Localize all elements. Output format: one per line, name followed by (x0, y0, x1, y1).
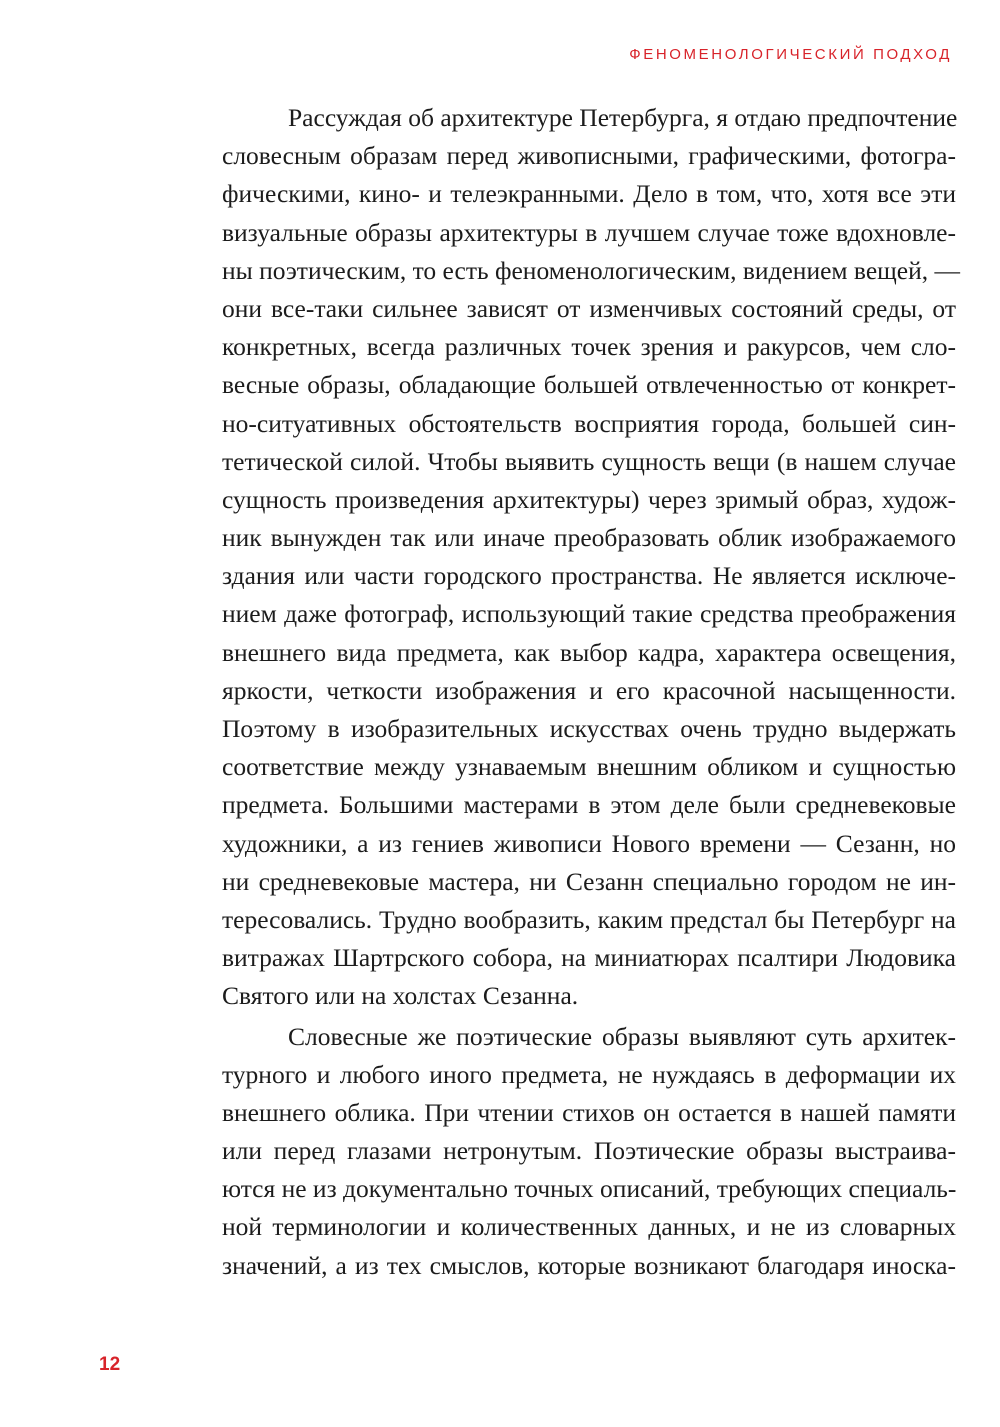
text-line: Рассуждая об архитектуре Петербурга, я отдаю предпочтение (288, 103, 958, 132)
text-line: витражах Шартрского собора, на миниатюрах псалтири Людовика (222, 943, 956, 973)
text-line: Словесные же поэтические образы выявляют суть архитек- (288, 1021, 956, 1051)
text-line: тересовались. Трудно вообразить, каким предстал бы Петербург на (222, 904, 956, 934)
text-line: внешнего облика. При чтении стихов он остается в нашей памяти (222, 1097, 956, 1127)
text-line: ни средневековые мастера, ни Сезанн специально городом не ин- (222, 866, 956, 896)
text-line: визуальные образы архитектуры в лучшем случае тоже вдохновле- (222, 217, 956, 247)
text-line: конкретных, всегда различных точек зрения и ракурсов, чем сло- (222, 332, 956, 362)
text-line: ются не из документально точных описаний, требующих специаль- (222, 1174, 957, 1204)
text-line: словесным образам перед живописными, графическими, фотогра- (222, 141, 956, 171)
text-line: турного и любого иного предмета, не нуждаясь в деформации их (222, 1059, 956, 1089)
text-line: весные образы, обладающие большей отвлеченностью от конкрет- (222, 370, 956, 400)
text-line: Поэтому в изобразительных искусствах очень трудно выдержать (222, 714, 956, 743)
text-line: нием даже фотограф, использующий такие средства преображения (222, 599, 956, 629)
text-line: Святого или на холстах Сезанна. (222, 981, 579, 1011)
text-line: художники, а из гениев живописи Нового времени — Сезанн, но (222, 828, 956, 858)
text-line: но-ситуативных обстоятельств восприятия города, большей син- (222, 408, 956, 438)
text-line: они все-таки сильнее зависят от изменчивых состояний среды, от (222, 293, 956, 323)
text-line: здания или части городского пространства. Не является исключе- (222, 561, 956, 591)
running-head: ФЕНОМЕНОЛОГИЧЕСКИЙ ПОДХОД (629, 46, 952, 63)
text-line: ник вынужден так или иначе преобразовать облик изображаемого (222, 523, 956, 553)
text-line: тетической силой. Чтобы выявить сущность вещи (в нашем случае (222, 446, 956, 476)
text-line: ны поэтическим, то есть феноменологическим, видением вещей, — (222, 255, 960, 285)
text-line: или перед глазами нетронутым. Поэтические образы выстраива- (222, 1136, 956, 1166)
text-line: яркости, четкости изображения и его красочной насыщенности. (222, 675, 956, 705)
text-line: сущность произведения архитектуры) через зримый образ, худож- (222, 484, 956, 514)
body-text (222, 99, 960, 1285)
text-line: ной терминологии и количественных данных, и не из словарных (222, 1212, 956, 1242)
page-number: 12 (99, 1354, 121, 1375)
text-line: значений, а из тех смыслов, которые возникают благодаря иноска- (222, 1250, 956, 1280)
text-line: предмета. Большими мастерами в этом деле были средневековые (222, 790, 956, 820)
text-line: фическими, кино- и телеэкранными. Дело в том, что, хотя все эти (222, 179, 956, 209)
text-line: соответствие между узнаваемым внешним обликом и сущностью (222, 752, 956, 782)
text-line: внешнего вида предмета, как выбор кадра, характера освещения, (222, 637, 956, 667)
